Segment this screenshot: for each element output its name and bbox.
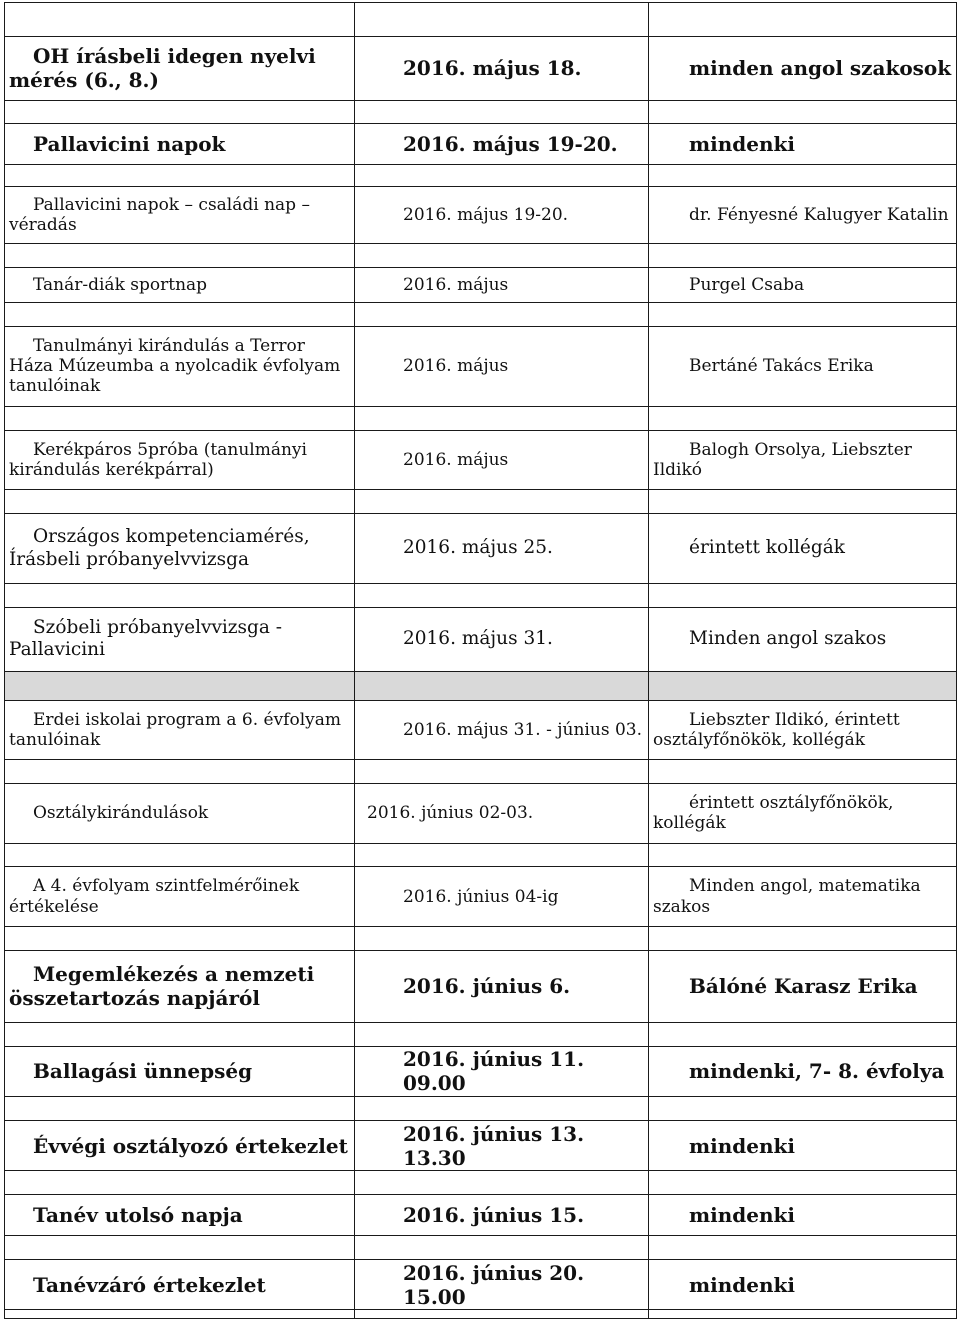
table-row [5, 326, 957, 406]
date-cell: 2016. május [355, 430, 649, 490]
responsible-text: Minden angol, matematika szakos [653, 876, 921, 917]
event-text: Pallavicini napok [33, 131, 226, 156]
responsible-text: érintett kollégák [689, 537, 845, 559]
event-text: Osztálykirándulások [33, 803, 209, 824]
date-cell: 2016. május 31. [355, 607, 649, 671]
date-cell: 2016. május [355, 326, 649, 406]
table-row [5, 1046, 957, 1096]
spacer-row [5, 1310, 957, 1319]
table-row [5, 1259, 957, 1309]
date-cell: 2016. június 20. 15.00 [355, 1259, 649, 1309]
table-row [5, 1120, 957, 1170]
event-cell [5, 700, 355, 760]
spacer-row [5, 3, 957, 37]
event-cell [5, 1195, 355, 1236]
date-cell: 2016. június 13. 13.30 [355, 1120, 649, 1170]
responsible-text: Bertáné Takács Erika [689, 356, 874, 377]
spacer-row [5, 100, 957, 123]
responsible-text: Minden angol szakos [689, 628, 887, 650]
table-row [5, 267, 957, 302]
date-cell: 2016. május 19-20. [355, 187, 649, 244]
table-row [5, 187, 957, 244]
date-text: 2016. június 02-03. [367, 803, 534, 824]
responsible-cell [649, 37, 957, 101]
event-text: Kerékpáros 5próba (tanulmányi kirándulás kerékpárral) [9, 439, 307, 480]
spacer-row [5, 1023, 957, 1047]
table-row [5, 700, 957, 760]
date-cell: 2016. május 31. - június 03. [355, 700, 649, 760]
spacer-row [5, 843, 957, 867]
spacer-row [5, 244, 957, 268]
table-row [5, 123, 957, 164]
schedule-table [4, 2, 957, 1319]
event-text: Országos kompetenciamérés, Írásbeli próbanyelvvizsga [9, 526, 310, 570]
spacer-row [5, 1236, 957, 1260]
spacer-row [5, 584, 957, 608]
responsible-text: Balogh Orsolya, Liebszter Ildikó [653, 439, 912, 480]
responsible-cell [649, 1046, 957, 1096]
responsible-text: Purgel Csaba [689, 274, 805, 295]
event-cell [5, 1120, 355, 1170]
event-cell [5, 783, 355, 843]
event-text: Megemlékezés a nemzeti összetartozás napjáról [9, 962, 315, 1011]
responsible-cell [649, 430, 957, 490]
spacer-row [5, 1171, 957, 1195]
spacer-row [5, 1097, 957, 1121]
event-text: Évvégi osztályozó értekezlet [33, 1133, 348, 1158]
shaded-spacer-row [5, 671, 957, 700]
date-cell: 2016. június 11. 09.00 [355, 1046, 649, 1096]
event-text: Erdei iskolai program a 6. évfolyam tanulóinak [9, 709, 341, 750]
spacer-row [5, 302, 957, 326]
table-row [5, 607, 957, 671]
table-row [5, 1195, 957, 1236]
event-cell [5, 607, 355, 671]
table-row [5, 430, 957, 490]
responsible-text: minden angol szakosok [689, 56, 952, 81]
spacer-row [5, 406, 957, 430]
responsible-cell [649, 1259, 957, 1309]
table-row [5, 783, 957, 843]
date-cell: 2016. június 6. [355, 950, 649, 1022]
date-cell: 2016. május 18. [355, 37, 649, 101]
responsible-cell [649, 514, 957, 584]
responsible-cell [649, 326, 957, 406]
responsible-text: Liebszter Ildikó, érintett osztályfőnökök, kollégák [653, 709, 900, 750]
responsible-cell [649, 783, 957, 843]
table-row [5, 867, 957, 927]
event-text: Tanár-diák sportnap [33, 274, 208, 295]
date-cell: 2016. május 25. [355, 514, 649, 584]
date-cell [355, 783, 649, 843]
event-text: OH írásbeli idegen nyelvi mérés (6., 8.) [9, 44, 316, 93]
event-text: Ballagási ünnepség [33, 1059, 253, 1084]
responsible-text: mindenki [689, 1272, 796, 1297]
responsible-text: dr. Fényesné Kalugyer Katalin [689, 205, 949, 226]
event-text: Tanulmányi kirándulás a Terror Háza Múzeumba a nyolcadik évfolyam tanulóinak [9, 335, 341, 397]
event-text: Szóbeli próbanyelvvizsga - Pallavicini [9, 617, 283, 661]
responsible-text: mindenki [689, 1133, 796, 1158]
date-cell: 2016. június 15. [355, 1195, 649, 1236]
responsible-cell [649, 700, 957, 760]
responsible-cell [649, 1120, 957, 1170]
event-cell [5, 123, 355, 164]
event-cell [5, 267, 355, 302]
spacer-row [5, 760, 957, 784]
responsible-text: Bálóné Karasz Erika [689, 974, 918, 999]
responsible-cell [649, 1195, 957, 1236]
event-cell [5, 514, 355, 584]
date-cell: 2016. május [355, 267, 649, 302]
spacer-row [5, 927, 957, 951]
date-cell: 2016. május 19-20. [355, 123, 649, 164]
event-cell [5, 326, 355, 406]
event-text: Pallavicini napok – családi nap – véradás [9, 194, 310, 236]
responsible-cell [649, 123, 957, 164]
event-cell [5, 37, 355, 101]
responsible-text: mindenki [689, 1203, 796, 1228]
spacer-row [5, 164, 957, 187]
responsible-cell [649, 867, 957, 927]
responsible-text: érintett osztályfőnökök, kollégák [653, 792, 894, 834]
event-cell [5, 430, 355, 490]
event-text: Tanév utolsó napja [33, 1203, 243, 1228]
responsible-text: mindenki, 7- 8. évfolya [689, 1059, 945, 1084]
event-text: Tanévzáró értekezlet [33, 1272, 266, 1297]
spacer-row [5, 490, 957, 514]
table-row [5, 950, 957, 1022]
date-cell: 2016. június 04-ig [355, 867, 649, 927]
event-cell [5, 867, 355, 927]
responsible-cell [649, 267, 957, 302]
table-row [5, 514, 957, 584]
table-row [5, 37, 957, 101]
responsible-cell [649, 950, 957, 1022]
responsible-cell [649, 607, 957, 671]
event-text: A 4. évfolyam szintfelmérőinek értékelése [9, 876, 300, 917]
event-cell [5, 187, 355, 244]
event-cell [5, 950, 355, 1022]
event-cell [5, 1259, 355, 1309]
responsible-text: mindenki [689, 131, 796, 156]
event-cell [5, 1046, 355, 1096]
responsible-cell [649, 187, 957, 244]
